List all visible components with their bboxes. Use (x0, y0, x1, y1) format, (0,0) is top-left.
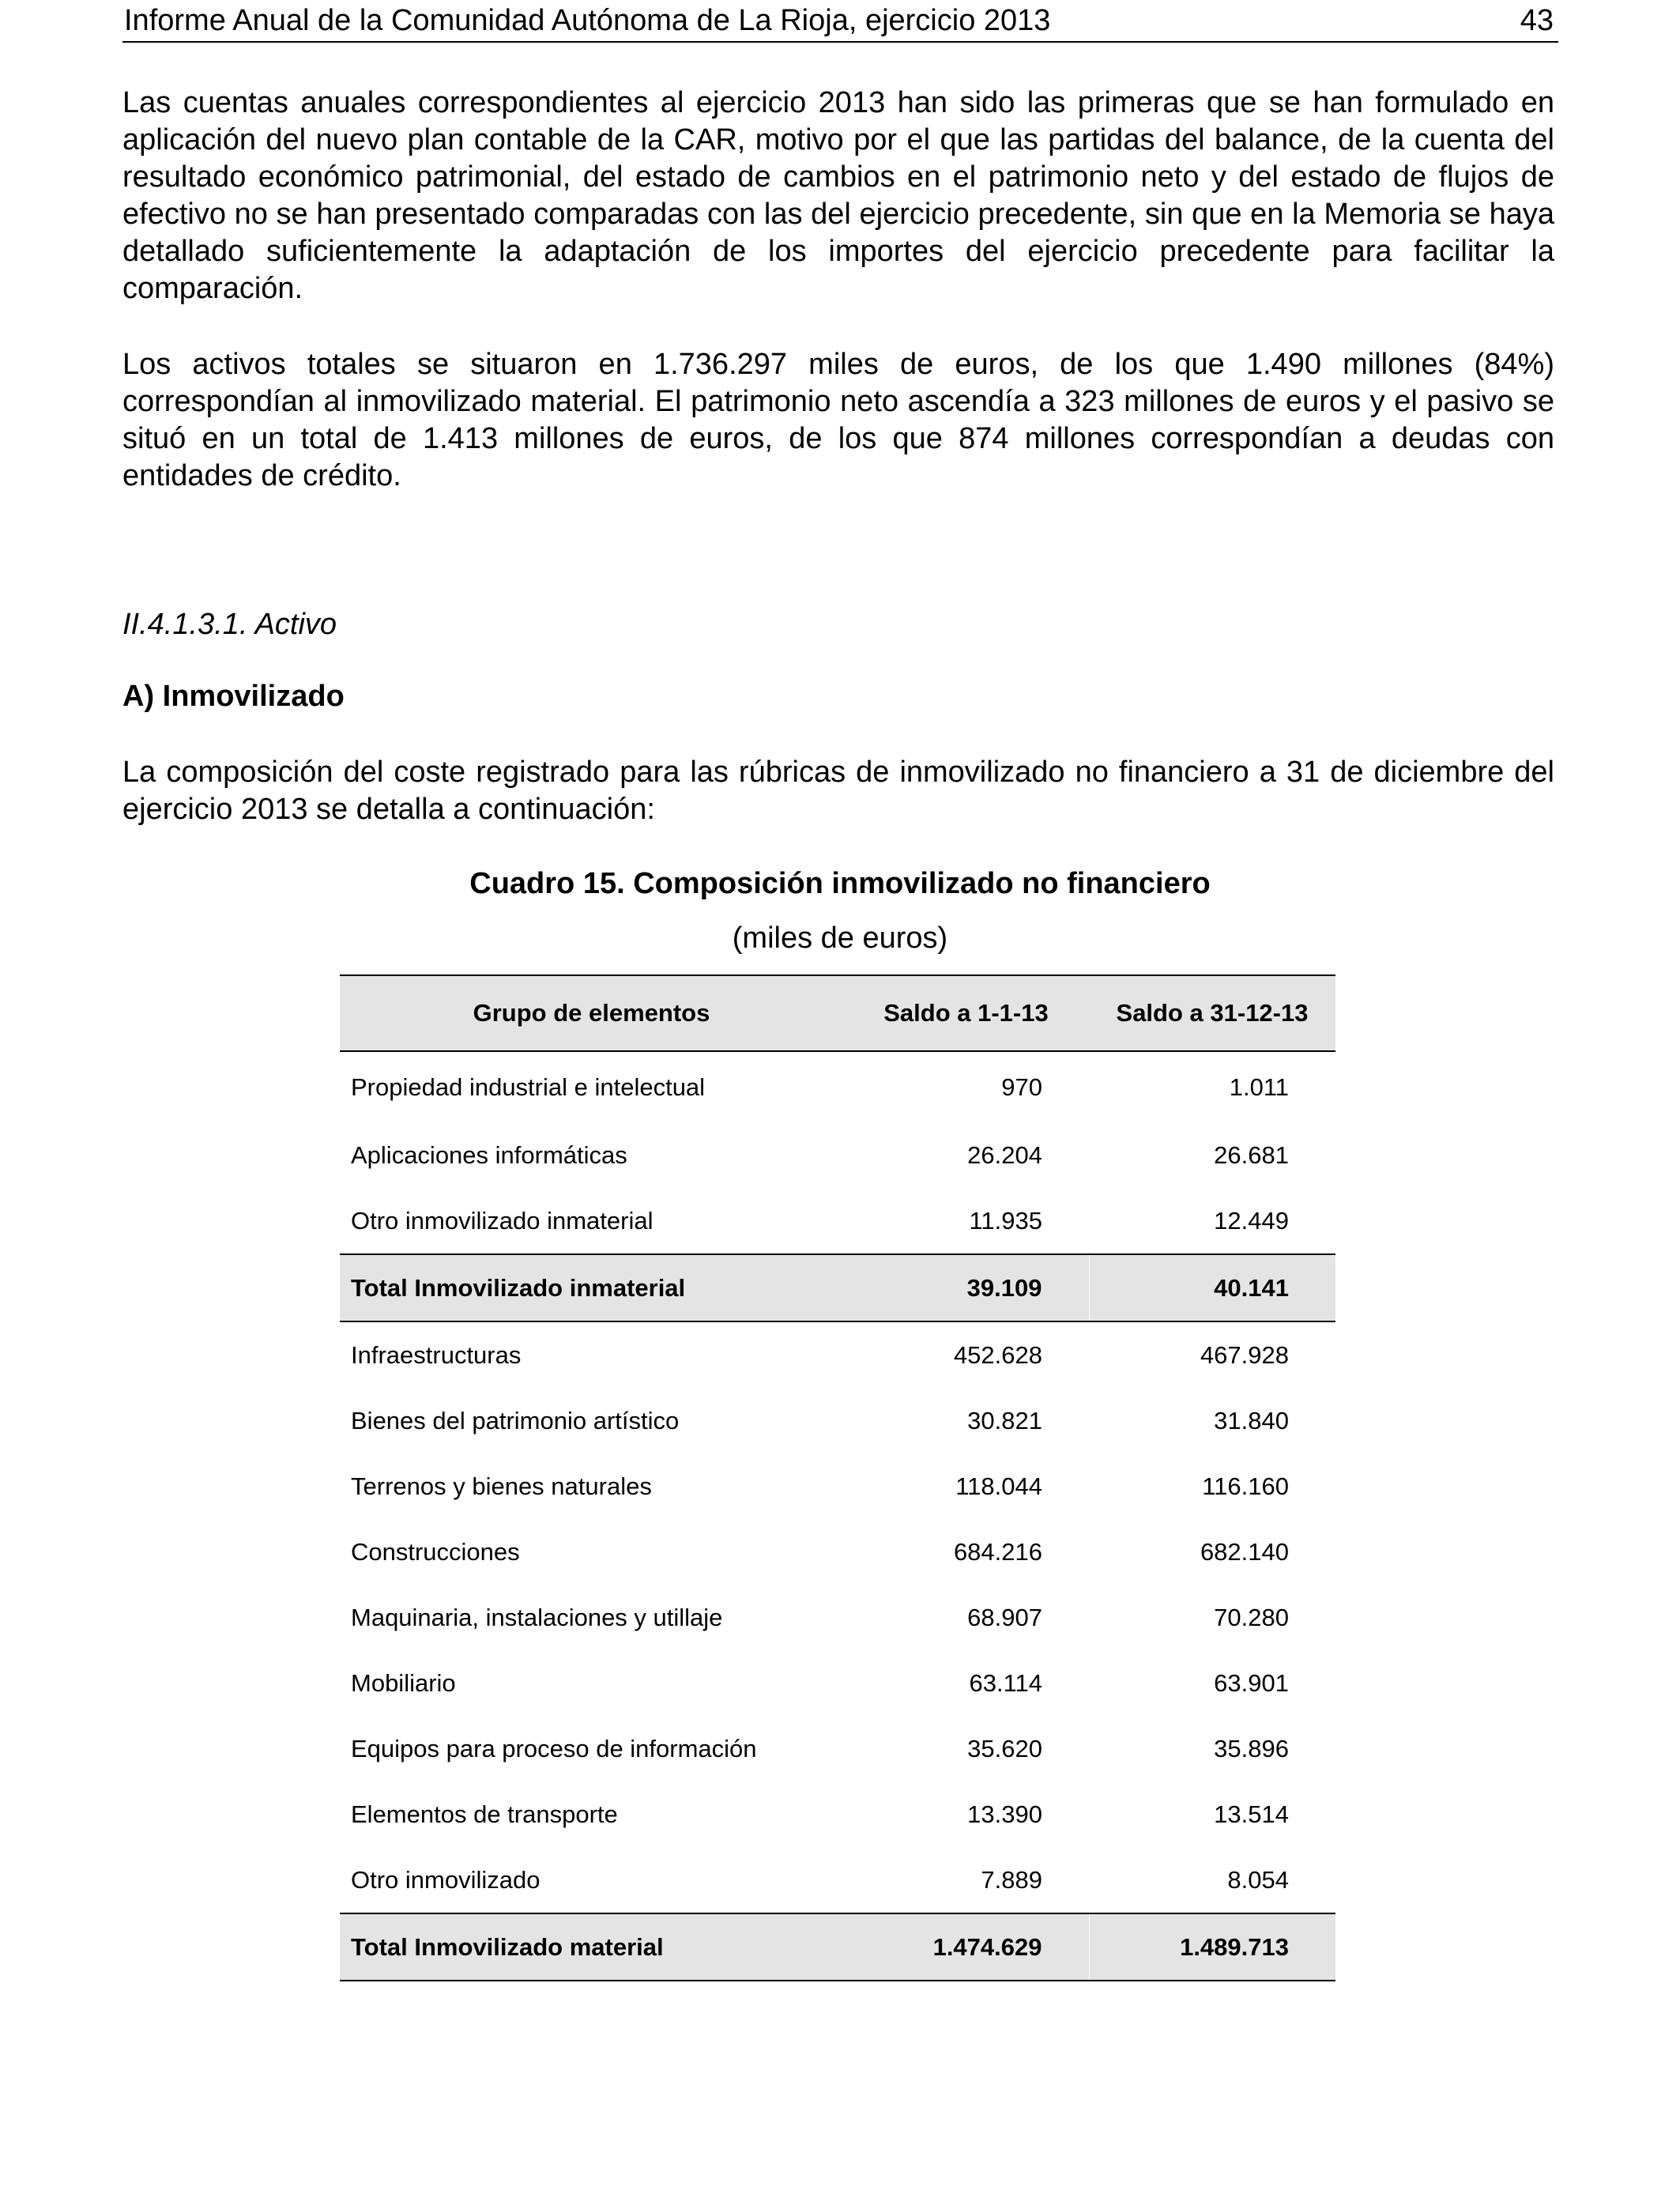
column-header-saldo-final: Saldo a 31-12-13 (1089, 975, 1335, 1051)
table-row (340, 1453, 1335, 1519)
row-saldo-inicial: 26.204 (967, 1140, 1042, 1169)
row-label: Propiedad industrial e intelectual (351, 1072, 706, 1101)
row-label: Mobiliario (351, 1668, 456, 1697)
row-label: Otro inmovilizado (351, 1865, 541, 1894)
row-label: Elementos de transporte (351, 1800, 618, 1828)
table-header-row (340, 975, 1335, 1051)
row-label: Bienes del patrimonio artístico (351, 1406, 680, 1434)
row-saldo-inicial: 68.907 (967, 1603, 1042, 1631)
table-row (340, 1781, 1335, 1847)
row-saldo-inicial: 30.821 (967, 1406, 1042, 1434)
table-total-row (340, 1254, 1335, 1321)
column-header-grupo: Grupo de elementos (340, 975, 843, 1051)
row-saldo-inicial: 1.474.629 (843, 1913, 1089, 1981)
table-row (340, 1585, 1335, 1650)
row-saldo-inicial: 684.216 (953, 1537, 1042, 1566)
row-saldo-final: 1.011 (1229, 1072, 1289, 1101)
section-heading: II.4.1.3.1. Activo (122, 608, 337, 641)
paragraph-activos-totales: Los activos totales se situaron en 1.736.297 miles de euros, de los que 1.490 millones (84%) correspondían al inmovilizado material. El patrimonio neto ascendía a 323 millones de euros y el pasivo se situó en un total de 1.413 millones de euros, de los que 874 millones correspondían a deudas con entidades de crédito. (122, 348, 1554, 492)
row-saldo-final: 467.928 (1200, 1340, 1289, 1369)
page-number: 43 (1520, 4, 1554, 37)
row-saldo-inicial: 118.044 (955, 1472, 1042, 1500)
paragraph-composicion: La composición del coste registrado para las rúbricas de inmovilizado no financiero a 31 de diciembre del ejercicio 2013 se detalla a continuación: (122, 756, 1554, 826)
row-saldo-final: 13.514 (1214, 1800, 1289, 1828)
row-saldo-inicial: 970 (1001, 1072, 1042, 1101)
row-saldo-inicial: 13.390 (967, 1800, 1042, 1828)
table-row (340, 1847, 1335, 1913)
row-label: Terrenos y bienes naturales (351, 1472, 652, 1500)
table-units: (miles de euros) (732, 922, 948, 955)
inmovilizado-table (340, 974, 1335, 1981)
table-row (340, 1519, 1335, 1585)
row-saldo-inicial: 7.889 (981, 1865, 1042, 1894)
row-saldo-inicial: 452.628 (953, 1340, 1042, 1369)
column-header-saldo-inicial: Saldo a 1-1-13 (843, 975, 1089, 1051)
row-saldo-final: 12.449 (1214, 1206, 1289, 1235)
row-saldo-final: 116.160 (1202, 1472, 1289, 1500)
row-saldo-final: 40.141 (1089, 1254, 1335, 1321)
row-saldo-final: 70.280 (1214, 1603, 1289, 1631)
table-caption: Cuadro 15. Composición inmovilizado no financiero (469, 867, 1211, 900)
row-saldo-final: 31.840 (1214, 1406, 1289, 1434)
page-header (122, 0, 1558, 43)
table-total-row (340, 1913, 1335, 1981)
row-saldo-final: 26.681 (1214, 1140, 1289, 1169)
row-label: Maquinaria, instalaciones y utillaje (351, 1603, 723, 1631)
row-saldo-final: 8.054 (1227, 1865, 1289, 1894)
row-saldo-inicial: 11.935 (969, 1206, 1042, 1235)
table-row (340, 1051, 1335, 1122)
subsection-heading: A) Inmovilizado (122, 680, 345, 713)
table-row (340, 1122, 1335, 1188)
row-saldo-final: 35.896 (1214, 1734, 1289, 1762)
table-row (340, 1188, 1335, 1254)
row-label: Aplicaciones informáticas (351, 1140, 627, 1169)
row-saldo-inicial: 39.109 (843, 1254, 1089, 1321)
row-label: Total Inmovilizado material (340, 1913, 843, 1981)
paragraph-cuentas-anuales: Las cuentas anuales correspondientes al ejercicio 2013 han sido las primeras que se han formulado en aplicación del nuevo plan contable de la CAR, motivo por el que las partidas del balance, de la cuenta del resultado económico patrimonial, del estado de cambios en el patrimonio neto y del estado de flujos de efectivo no se han presentado comparadas con las del ejercicio precedente, sin que en la Memoria se haya detallado suficientemente la adaptación de los importes del ejercicio precedente para facilitar la comparación. (122, 86, 1554, 305)
table-row (340, 1650, 1335, 1716)
row-saldo-final: 1.489.713 (1089, 1913, 1335, 1981)
row-saldo-inicial: 35.620 (967, 1734, 1042, 1762)
row-label: Infraestructuras (351, 1340, 522, 1369)
table-row (340, 1388, 1335, 1453)
table-row (340, 1321, 1335, 1388)
row-saldo-final: 63.901 (1214, 1668, 1289, 1697)
row-saldo-inicial: 63.114 (969, 1668, 1042, 1697)
table-body (340, 1051, 1335, 1981)
report-title: Informe Anual de la Comunidad Autónoma de La Rioja, ejercicio 2013 (124, 4, 1051, 37)
row-label: Otro inmovilizado inmaterial (351, 1206, 654, 1235)
table-row (340, 1716, 1335, 1781)
row-saldo-final: 682.140 (1200, 1537, 1289, 1566)
row-label: Equipos para proceso de información (351, 1734, 757, 1762)
row-label: Total Inmovilizado inmaterial (340, 1254, 843, 1321)
row-label: Construcciones (351, 1537, 520, 1566)
